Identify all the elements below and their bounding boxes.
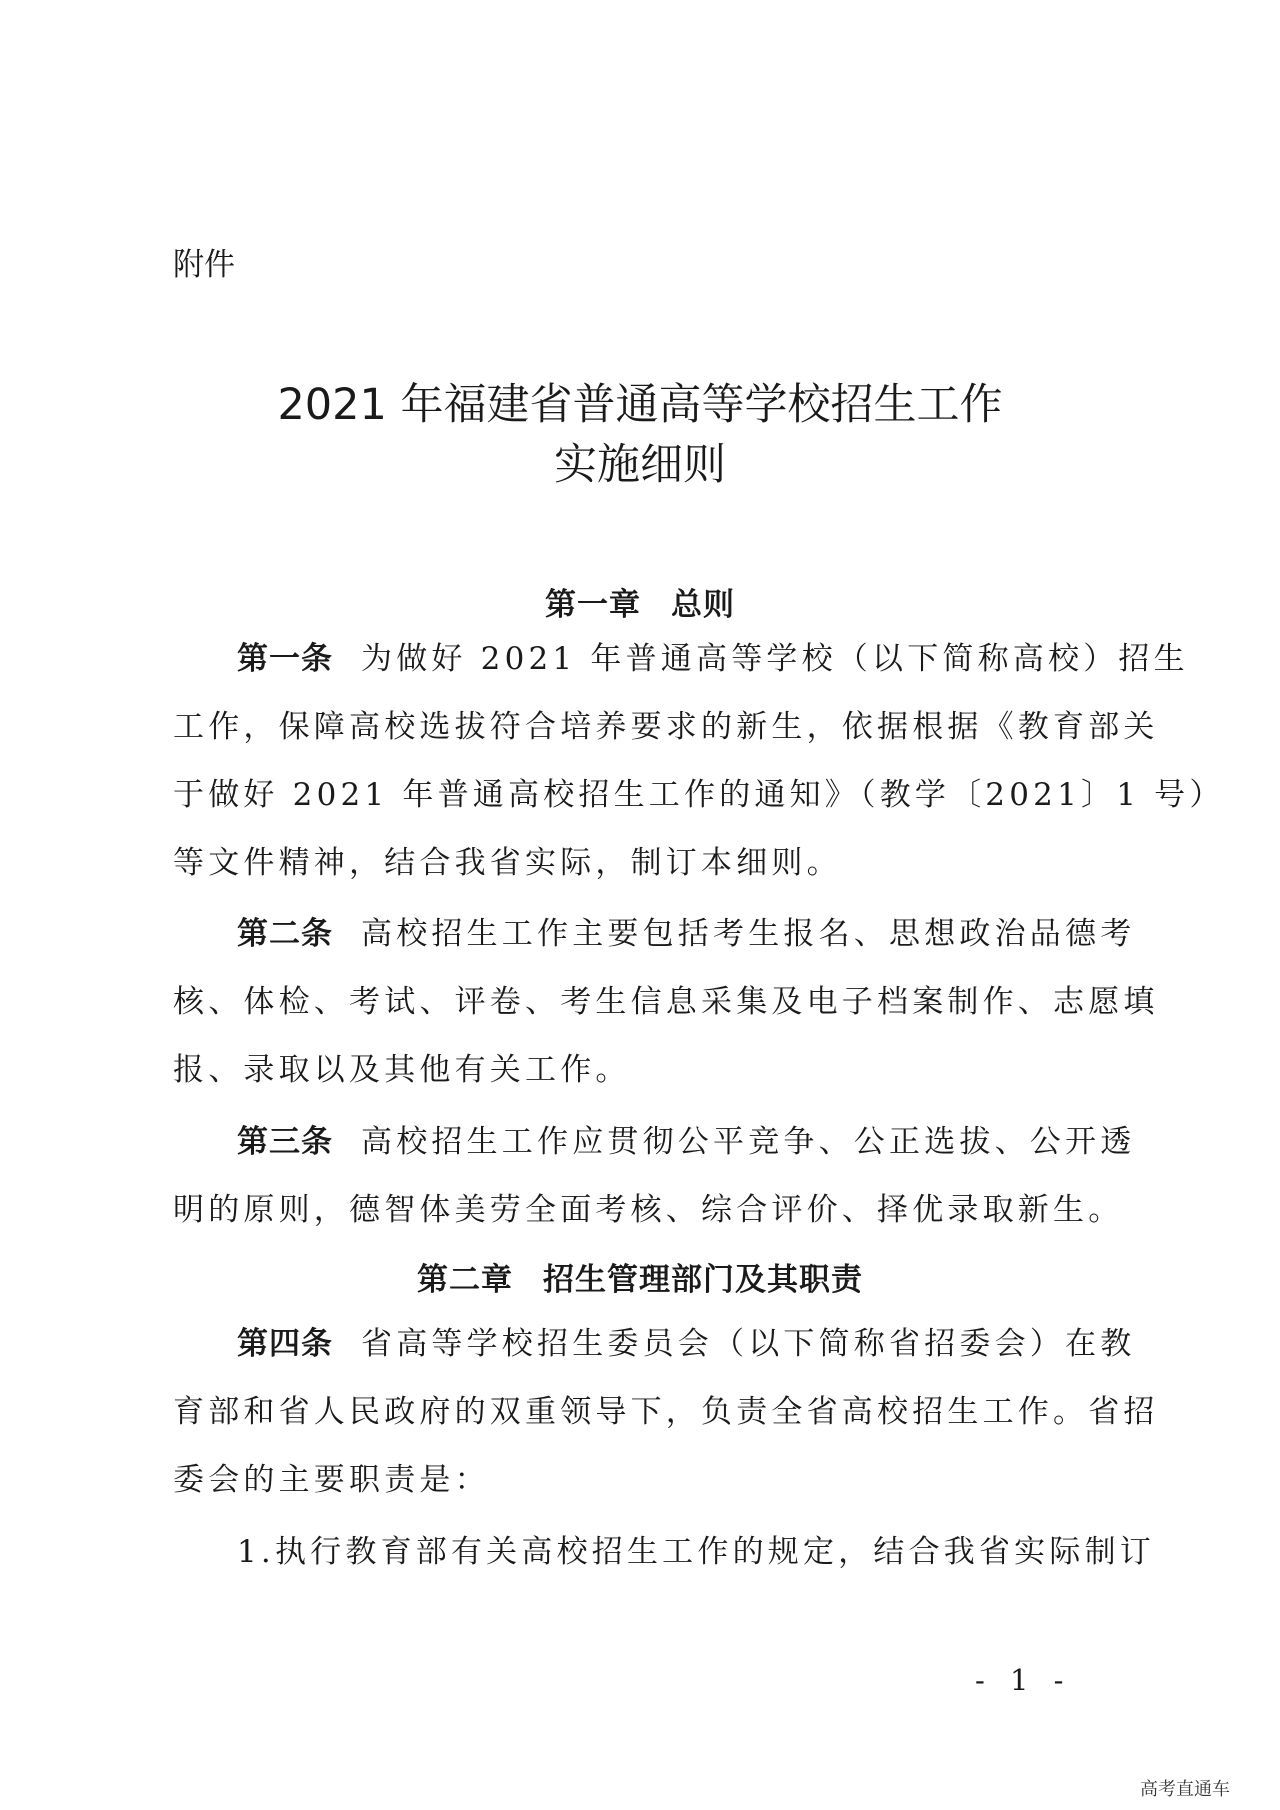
chapter-1-name: 总则	[671, 587, 735, 623]
title-line-1: 2021 年福建省普通高等学校招生工作	[277, 380, 1003, 430]
item-1-text: 1.执行教育部有关高校招生工作的规定，结合我省实际制订	[237, 1534, 1155, 1570]
article-1-line: 于做好 2021 年普通高校招生工作的通知》（教学〔2021〕1 号）	[173, 777, 1225, 813]
chapter-1-heading	[170, 585, 1110, 625]
title-line-2: 实施细则	[554, 440, 726, 490]
watermark-text: 高考直通车	[1140, 1779, 1230, 1800]
article-4-item-1	[173, 1518, 1155, 1586]
article-4-line: 育部和省人民政府的双重领导下，负责全省高校招生工作。省招	[173, 1394, 1159, 1430]
article-4	[173, 1310, 1159, 1514]
article-1	[173, 625, 1225, 897]
chapter-1-number: 第一章	[545, 587, 641, 623]
page-number: - 1 -	[975, 1663, 1072, 1697]
article-1-line: 为做好 2021 年普通高等学校（以下简称高校）招生	[361, 641, 1189, 677]
article-2-line: 核、体检、考试、评卷、考生信息采集及电子档案制作、志愿填	[173, 984, 1159, 1020]
attachment-label: 附件	[173, 247, 235, 283]
article-3-line: 明的原则，德智体美劳全面考核、综合评价、择优录取新生。	[173, 1192, 1124, 1228]
article-2	[173, 900, 1159, 1104]
article-2-line: 高校招生工作主要包括考生报名、思想政治品德考	[361, 916, 1136, 952]
article-1-line: 等文件精神，结合我省实际，制订本细则。	[173, 845, 842, 881]
article-2-line: 报、录取以及其他有关工作。	[173, 1052, 631, 1088]
article-3-line: 高校招生工作应贯彻公平竞争、公正选拔、公开透	[361, 1124, 1136, 1160]
article-1-line: 工作，保障高校选拔符合培养要求的新生，依据根据《教育部关	[173, 709, 1159, 745]
chapter-2-heading	[170, 1260, 1110, 1300]
article-3-label: 第三条	[237, 1124, 333, 1160]
chapter-2-number: 第二章	[417, 1262, 513, 1298]
article-4-label: 第四条	[237, 1326, 333, 1362]
article-4-line: 委会的主要职责是：	[173, 1462, 490, 1498]
article-1-label: 第一条	[237, 641, 333, 677]
article-3	[173, 1108, 1136, 1244]
chapter-2-name: 招生管理部门及其职责	[543, 1262, 863, 1298]
article-2-label: 第二条	[237, 916, 333, 952]
document-title	[170, 375, 1110, 495]
article-4-line: 省高等学校招生委员会（以下简称省招委会）在教	[361, 1326, 1136, 1362]
